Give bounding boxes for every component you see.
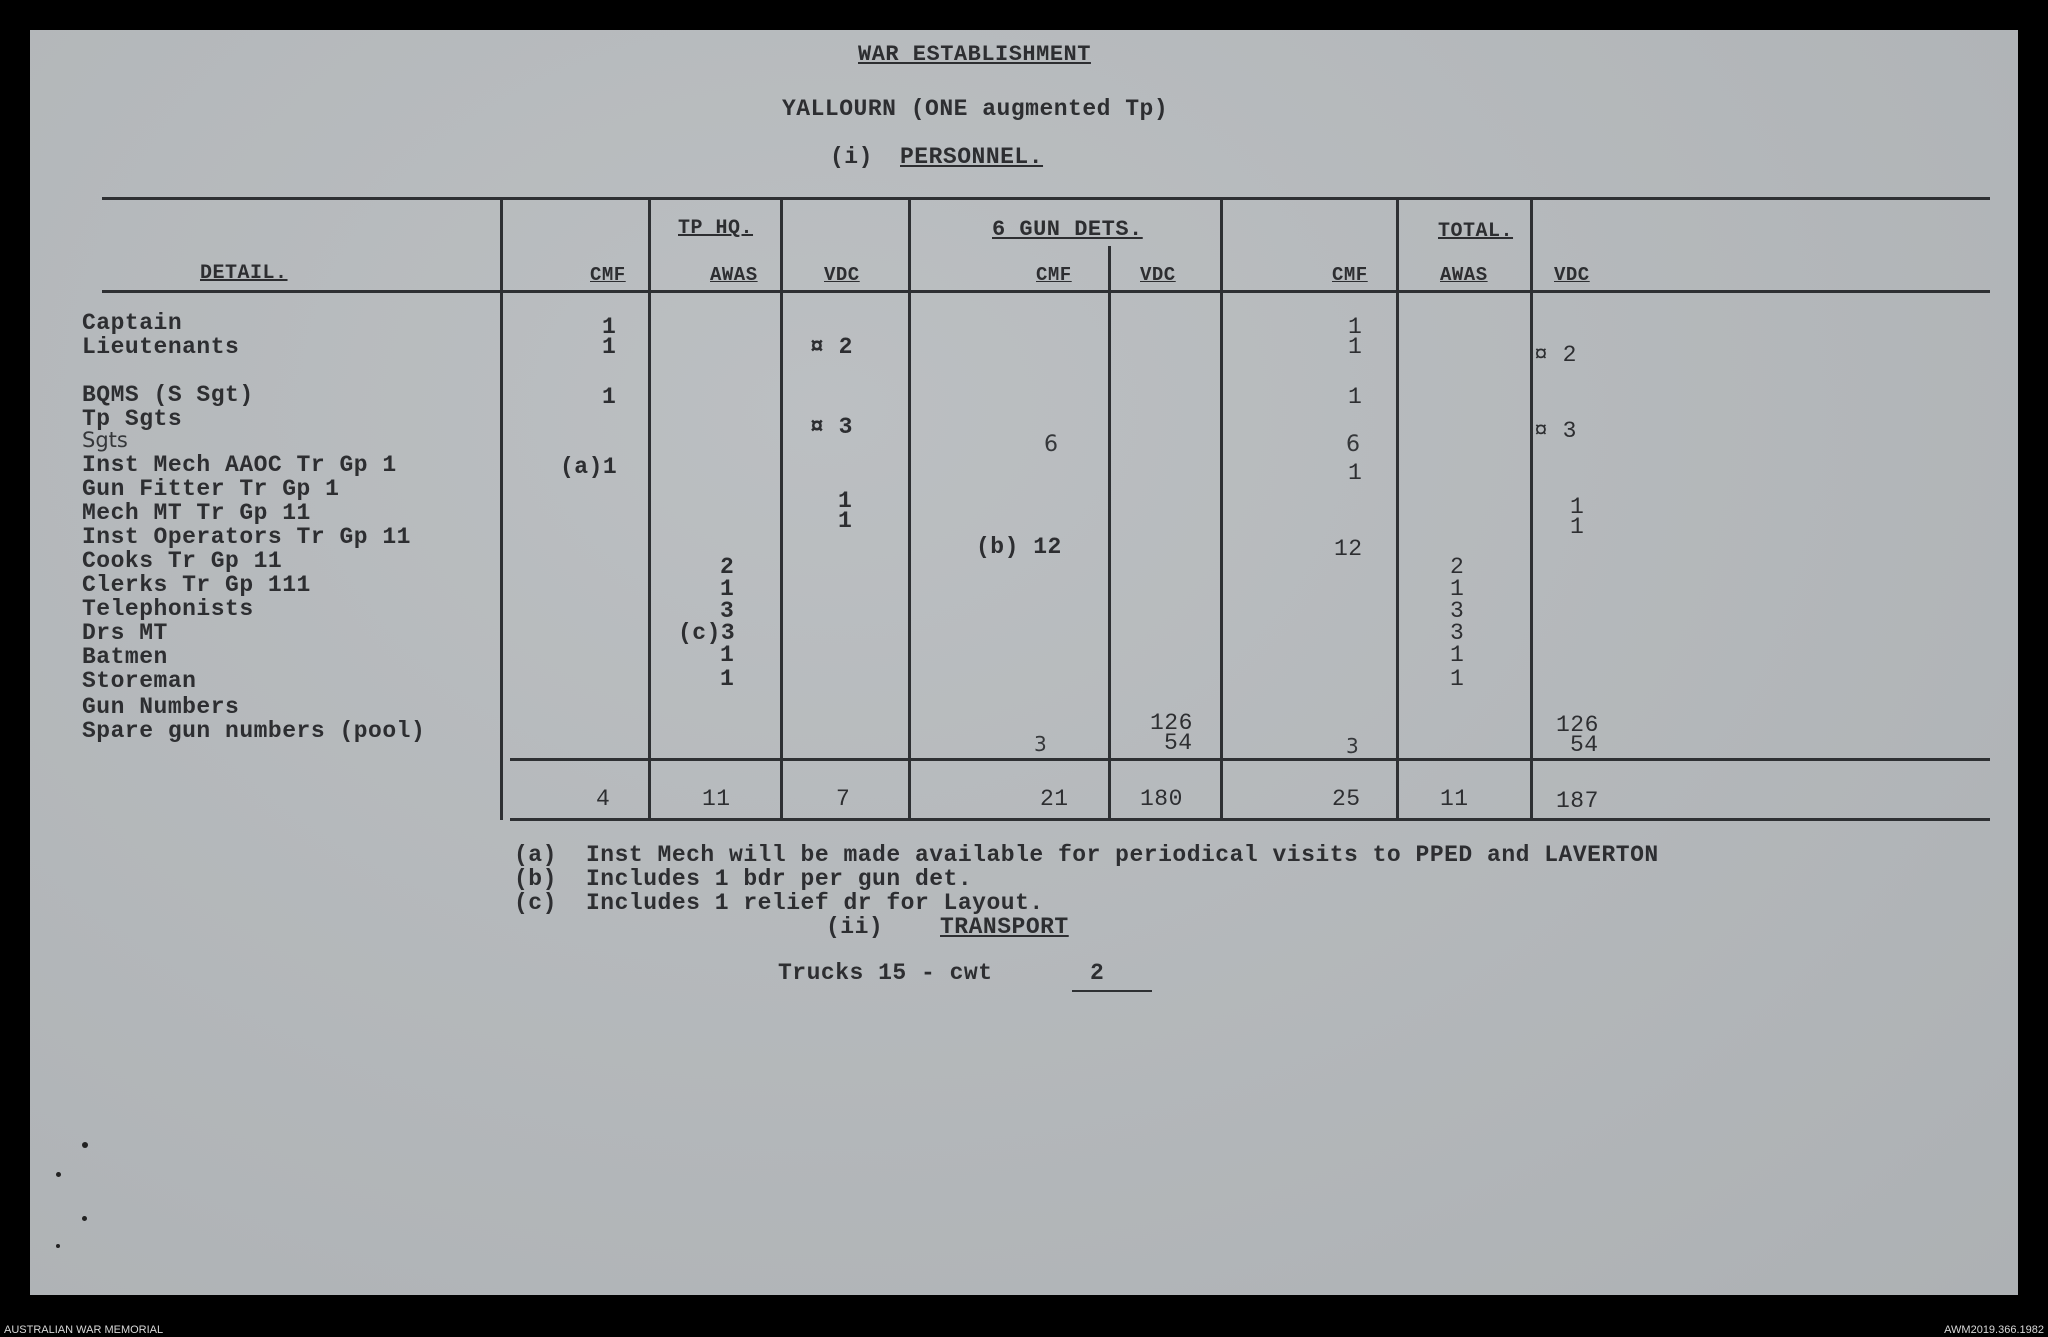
note-c-text: Includes 1 relief dr for Layout. <box>586 890 1044 916</box>
section-1-number: (i) <box>830 144 873 170</box>
header-gun-cmf: CMF <box>1036 264 1072 286</box>
row-label-gun-numbers: Gun Numbers <box>82 694 240 720</box>
row-label-inst-mech: Inst Mech AAOC Tr Gp 1 <box>82 452 397 478</box>
trucks-label: Trucks 15 - cwt <box>778 960 993 986</box>
cell-bqms-cmf: 1 <box>602 384 617 410</box>
cell-clerks-awas: 1 <box>720 576 735 602</box>
table-divider-tphq-start <box>648 198 651 820</box>
cell-cooks-tot-awas: 2 <box>1450 554 1465 580</box>
punch-mark <box>56 1244 60 1248</box>
header-total-vdc: VDC <box>1554 264 1590 286</box>
table-header-rule <box>102 290 1990 293</box>
section-2-title: TRANSPORT <box>940 914 1069 940</box>
cell-store-awas: 1 <box>720 666 735 692</box>
cell-drs-awas: (c)3 <box>678 620 736 646</box>
cell-sgts-gun-cmf: 6 <box>1044 432 1058 457</box>
total-tot-vdc: 187 <box>1556 788 1599 814</box>
header-total: TOTAL. <box>1438 220 1514 243</box>
punch-mark <box>82 1142 88 1148</box>
note-b-key: (b) <box>514 866 557 892</box>
cell-captain-cmf: 1 <box>602 314 617 340</box>
row-label-drs-mt: Drs MT <box>82 620 168 646</box>
cell-spare-tot-vdc: 54 <box>1570 732 1599 758</box>
header-gundets: 6 GUN DETS. <box>992 217 1143 242</box>
trucks-value: 2 <box>1090 960 1105 986</box>
cell-tel-tot-awas: 3 <box>1450 598 1465 624</box>
row-label-cooks: Cooks Tr Gp 11 <box>82 548 283 574</box>
cell-lt-cmf: 1 <box>602 334 617 360</box>
total-tphq-cmf: 4 <box>596 786 611 812</box>
table-divider-total-awas <box>1396 198 1399 820</box>
punch-mark <box>56 1172 61 1177</box>
cell-mechmt-tot-vdc: 1 <box>1570 514 1585 540</box>
header-total-awas: AWAS <box>1440 264 1488 286</box>
cell-drs-tot-awas: 3 <box>1450 620 1465 646</box>
cell-spare-gun-vdc: 54 <box>1164 730 1193 756</box>
cell-cooks-awas: 2 <box>720 554 735 580</box>
header-total-cmf: CMF <box>1332 264 1368 286</box>
total-tot-awas: 11 <box>1440 786 1469 812</box>
table-divider-tphq-vdc <box>780 198 783 820</box>
cell-instmech-cmf: (a)1 <box>560 454 618 480</box>
row-label-tp-sgts: Tp Sgts <box>82 406 183 432</box>
cell-spare-tot-cmf: 3 <box>1346 734 1359 758</box>
section-1-title: PERSONNEL. <box>900 144 1044 170</box>
row-label-telephonists: Telephonists <box>82 596 254 622</box>
header-gun-vdc: VDC <box>1140 264 1176 286</box>
row-label-captain: Captain <box>82 310 183 336</box>
cell-mechmt-vdc: 1 <box>838 508 853 534</box>
row-label-batmen: Batmen <box>82 644 168 670</box>
cell-lt-tot-vdc: ¤ 2 <box>1534 342 1577 368</box>
cell-sgts-tot-cmf: 6 <box>1346 432 1360 457</box>
row-label-clerks: Clerks Tr Gp 111 <box>82 572 311 598</box>
row-label-bqms: BQMS (S Sgt) <box>82 382 254 408</box>
cell-instop-gun-cmf: (b) 12 <box>976 534 1062 560</box>
table-top-rule <box>102 197 1990 200</box>
row-label-sgts: Sgts <box>82 428 128 452</box>
cell-gunnum-tot-vdc: 126 <box>1556 712 1599 738</box>
cell-gunnum-gun-vdc: 126 <box>1150 710 1193 736</box>
cell-tel-awas: 3 <box>720 598 735 624</box>
header-detail: DETAIL. <box>200 262 288 285</box>
trucks-value-underline <box>1072 990 1152 992</box>
cell-gunfitter-vdc: 1 <box>838 488 853 514</box>
cell-bqms-tot-cmf: 1 <box>1348 384 1363 410</box>
cell-lt-tot-cmf: 1 <box>1348 334 1363 360</box>
table-bottom-rule <box>510 818 1990 821</box>
note-a-text: Inst Mech will be made available for periodical visits to PPED and LAVERTON <box>586 842 1659 868</box>
total-tot-cmf: 25 <box>1332 786 1361 812</box>
table-divider-gundets-vdc <box>1108 246 1111 820</box>
table-divider-detail <box>500 198 503 820</box>
cell-gunfitter-tot-vdc: 1 <box>1570 494 1585 520</box>
row-label-storeman: Storeman <box>82 668 197 694</box>
cell-spare-gun-cmf: 3 <box>1034 732 1047 756</box>
war-establishment-heading: WAR ESTABLISHMENT <box>858 42 1091 67</box>
cell-bat-tot-awas: 1 <box>1450 642 1465 668</box>
table-divider-total-vdc <box>1530 198 1533 820</box>
cell-clerks-tot-awas: 1 <box>1450 576 1465 602</box>
header-tphq-vdc: VDC <box>824 264 860 286</box>
row-label-inst-operators: Inst Operators Tr Gp 11 <box>82 524 411 550</box>
section-2-number: (ii) <box>826 914 884 940</box>
row-label-lieutenants: Lieutenants <box>82 334 240 360</box>
total-gun-vdc: 180 <box>1140 786 1183 812</box>
row-label-mech-mt: Mech MT Tr Gp 11 <box>82 500 311 526</box>
note-b-text: Includes 1 bdr per gun det. <box>586 866 973 892</box>
note-a-key: (a) <box>514 842 557 868</box>
cell-instmech-tot-cmf: 1 <box>1348 460 1363 486</box>
total-gun-cmf: 21 <box>1040 786 1069 812</box>
total-tphq-awas: 11 <box>702 786 731 812</box>
footer-left: AUSTRALIAN WAR MEMORIAL <box>4 1324 164 1336</box>
header-tphq-awas: AWAS <box>710 264 758 286</box>
row-label-spare-gun-numbers: Spare gun numbers (pool) <box>82 718 426 744</box>
table-subtotal-rule <box>510 758 1990 761</box>
note-c-key: (c) <box>514 890 557 916</box>
table-divider-total-start <box>1220 198 1223 820</box>
unit-title: YALLOURN (ONE augmented Tp) <box>782 96 1169 122</box>
table-divider-gundets-start <box>908 198 911 820</box>
cell-captain-tot-cmf: 1 <box>1348 314 1363 340</box>
document-page <box>30 30 2018 1295</box>
cell-tpsgt-tot-vdc: ¤ 3 <box>1534 418 1577 444</box>
footer-right: AWM2019.366.1982 <box>1944 1324 2044 1336</box>
punch-mark <box>82 1216 87 1221</box>
cell-lt-vdc: ¤ 2 <box>810 334 853 360</box>
header-tphq: TP HQ. <box>678 217 754 240</box>
cell-bat-awas: 1 <box>720 642 735 668</box>
total-tphq-vdc: 7 <box>836 786 851 812</box>
header-tphq-cmf: CMF <box>590 264 626 286</box>
cell-tpsgt-vdc: ¤ 3 <box>810 414 853 440</box>
cell-store-tot-awas: 1 <box>1450 666 1465 692</box>
row-label-gun-fitter: Gun Fitter Tr Gp 1 <box>82 476 340 502</box>
cell-instop-tot-cmf: 12 <box>1334 536 1363 562</box>
